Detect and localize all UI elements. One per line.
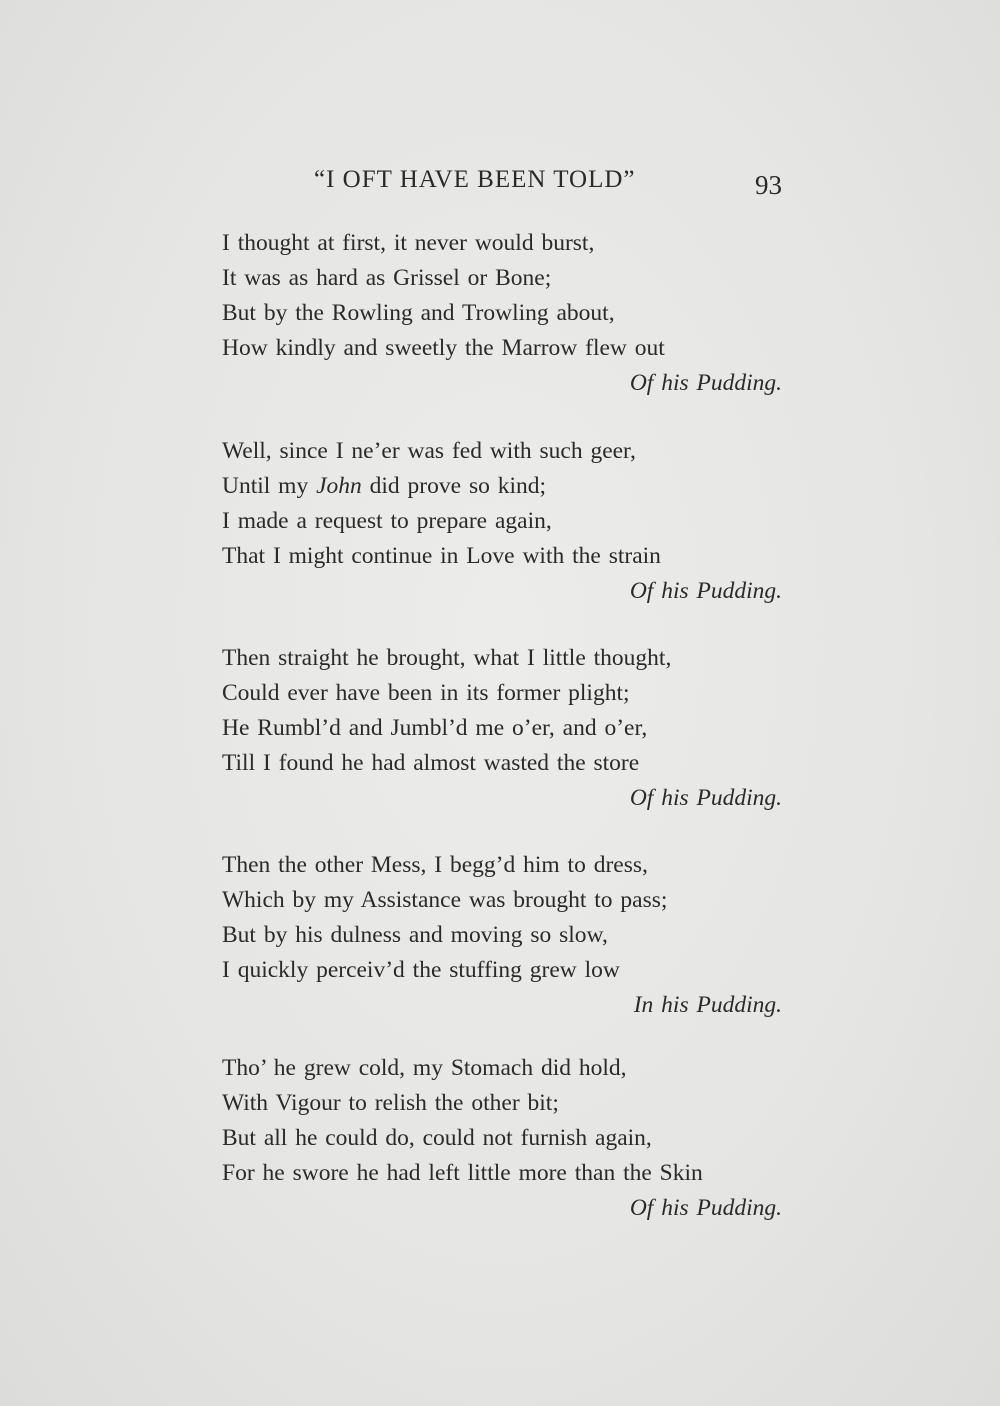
verse-line: With Vigour to relish the other bit; <box>222 1090 559 1116</box>
verse-line: Tho’ he grew cold, my Stomach did hold, <box>222 1055 627 1081</box>
refrain-line: In his Pudding. <box>633 992 782 1018</box>
verse-line: But all he could do, could not furnish again, <box>222 1125 652 1151</box>
verse-line: It was as hard as Grissel or Bone; <box>222 265 552 291</box>
verse-line-end: did prove so kind; <box>361 473 547 499</box>
verse-line: How kindly and sweetly the Marrow flew out <box>222 335 665 361</box>
refrain-line: Of his Pudding. <box>629 370 782 396</box>
stanza-1 <box>222 226 788 401</box>
verse-line: Well, since I ne’er was fed with such geer, <box>222 438 636 464</box>
verse-line: For he swore he had left little more than the Skin <box>222 1160 703 1186</box>
refrain-line: Of his Pudding. <box>629 1195 782 1221</box>
stanza-4 <box>222 848 788 1023</box>
verse-line: That I might continue in Love with the strain <box>222 543 661 569</box>
verse-line: Which by my Assistance was brought to pass; <box>222 887 668 913</box>
running-head <box>222 166 788 206</box>
stanza-2 <box>222 434 788 609</box>
running-title: “I OFT HAVE BEEN TOLD” <box>314 166 636 193</box>
stanza-5 <box>222 1051 788 1226</box>
italic-name: John <box>316 473 362 499</box>
verse-line: Then the other Mess, I begg’d him to dress, <box>222 852 648 878</box>
verse-line: I made a request to prepare again, <box>222 508 552 534</box>
verse-line: Then straight he brought, what I little thought, <box>222 645 672 671</box>
verse-line: Could ever have been in its former plight; <box>222 680 630 706</box>
verse-line: I thought at first, it never would burst, <box>222 230 595 256</box>
refrain-line: Of his Pudding. <box>629 578 782 604</box>
verse-line: But by the Rowling and Trowling about, <box>222 300 615 326</box>
page-number: 93 <box>755 170 782 200</box>
refrain-line: Of his Pudding. <box>629 785 782 811</box>
verse-line: Till I found he had almost wasted the store <box>222 750 640 776</box>
verse-line-start: Until my <box>222 473 317 499</box>
verse-line: But by his dulness and moving so slow, <box>222 922 608 948</box>
stanza-3 <box>222 641 788 816</box>
verse-line: I quickly perceiv’d the stuffing grew low <box>222 957 620 983</box>
verse-line: He Rumbl’d and Jumbl’d me o’er, and o’er, <box>222 715 648 741</box>
verse-line <box>222 469 788 504</box>
